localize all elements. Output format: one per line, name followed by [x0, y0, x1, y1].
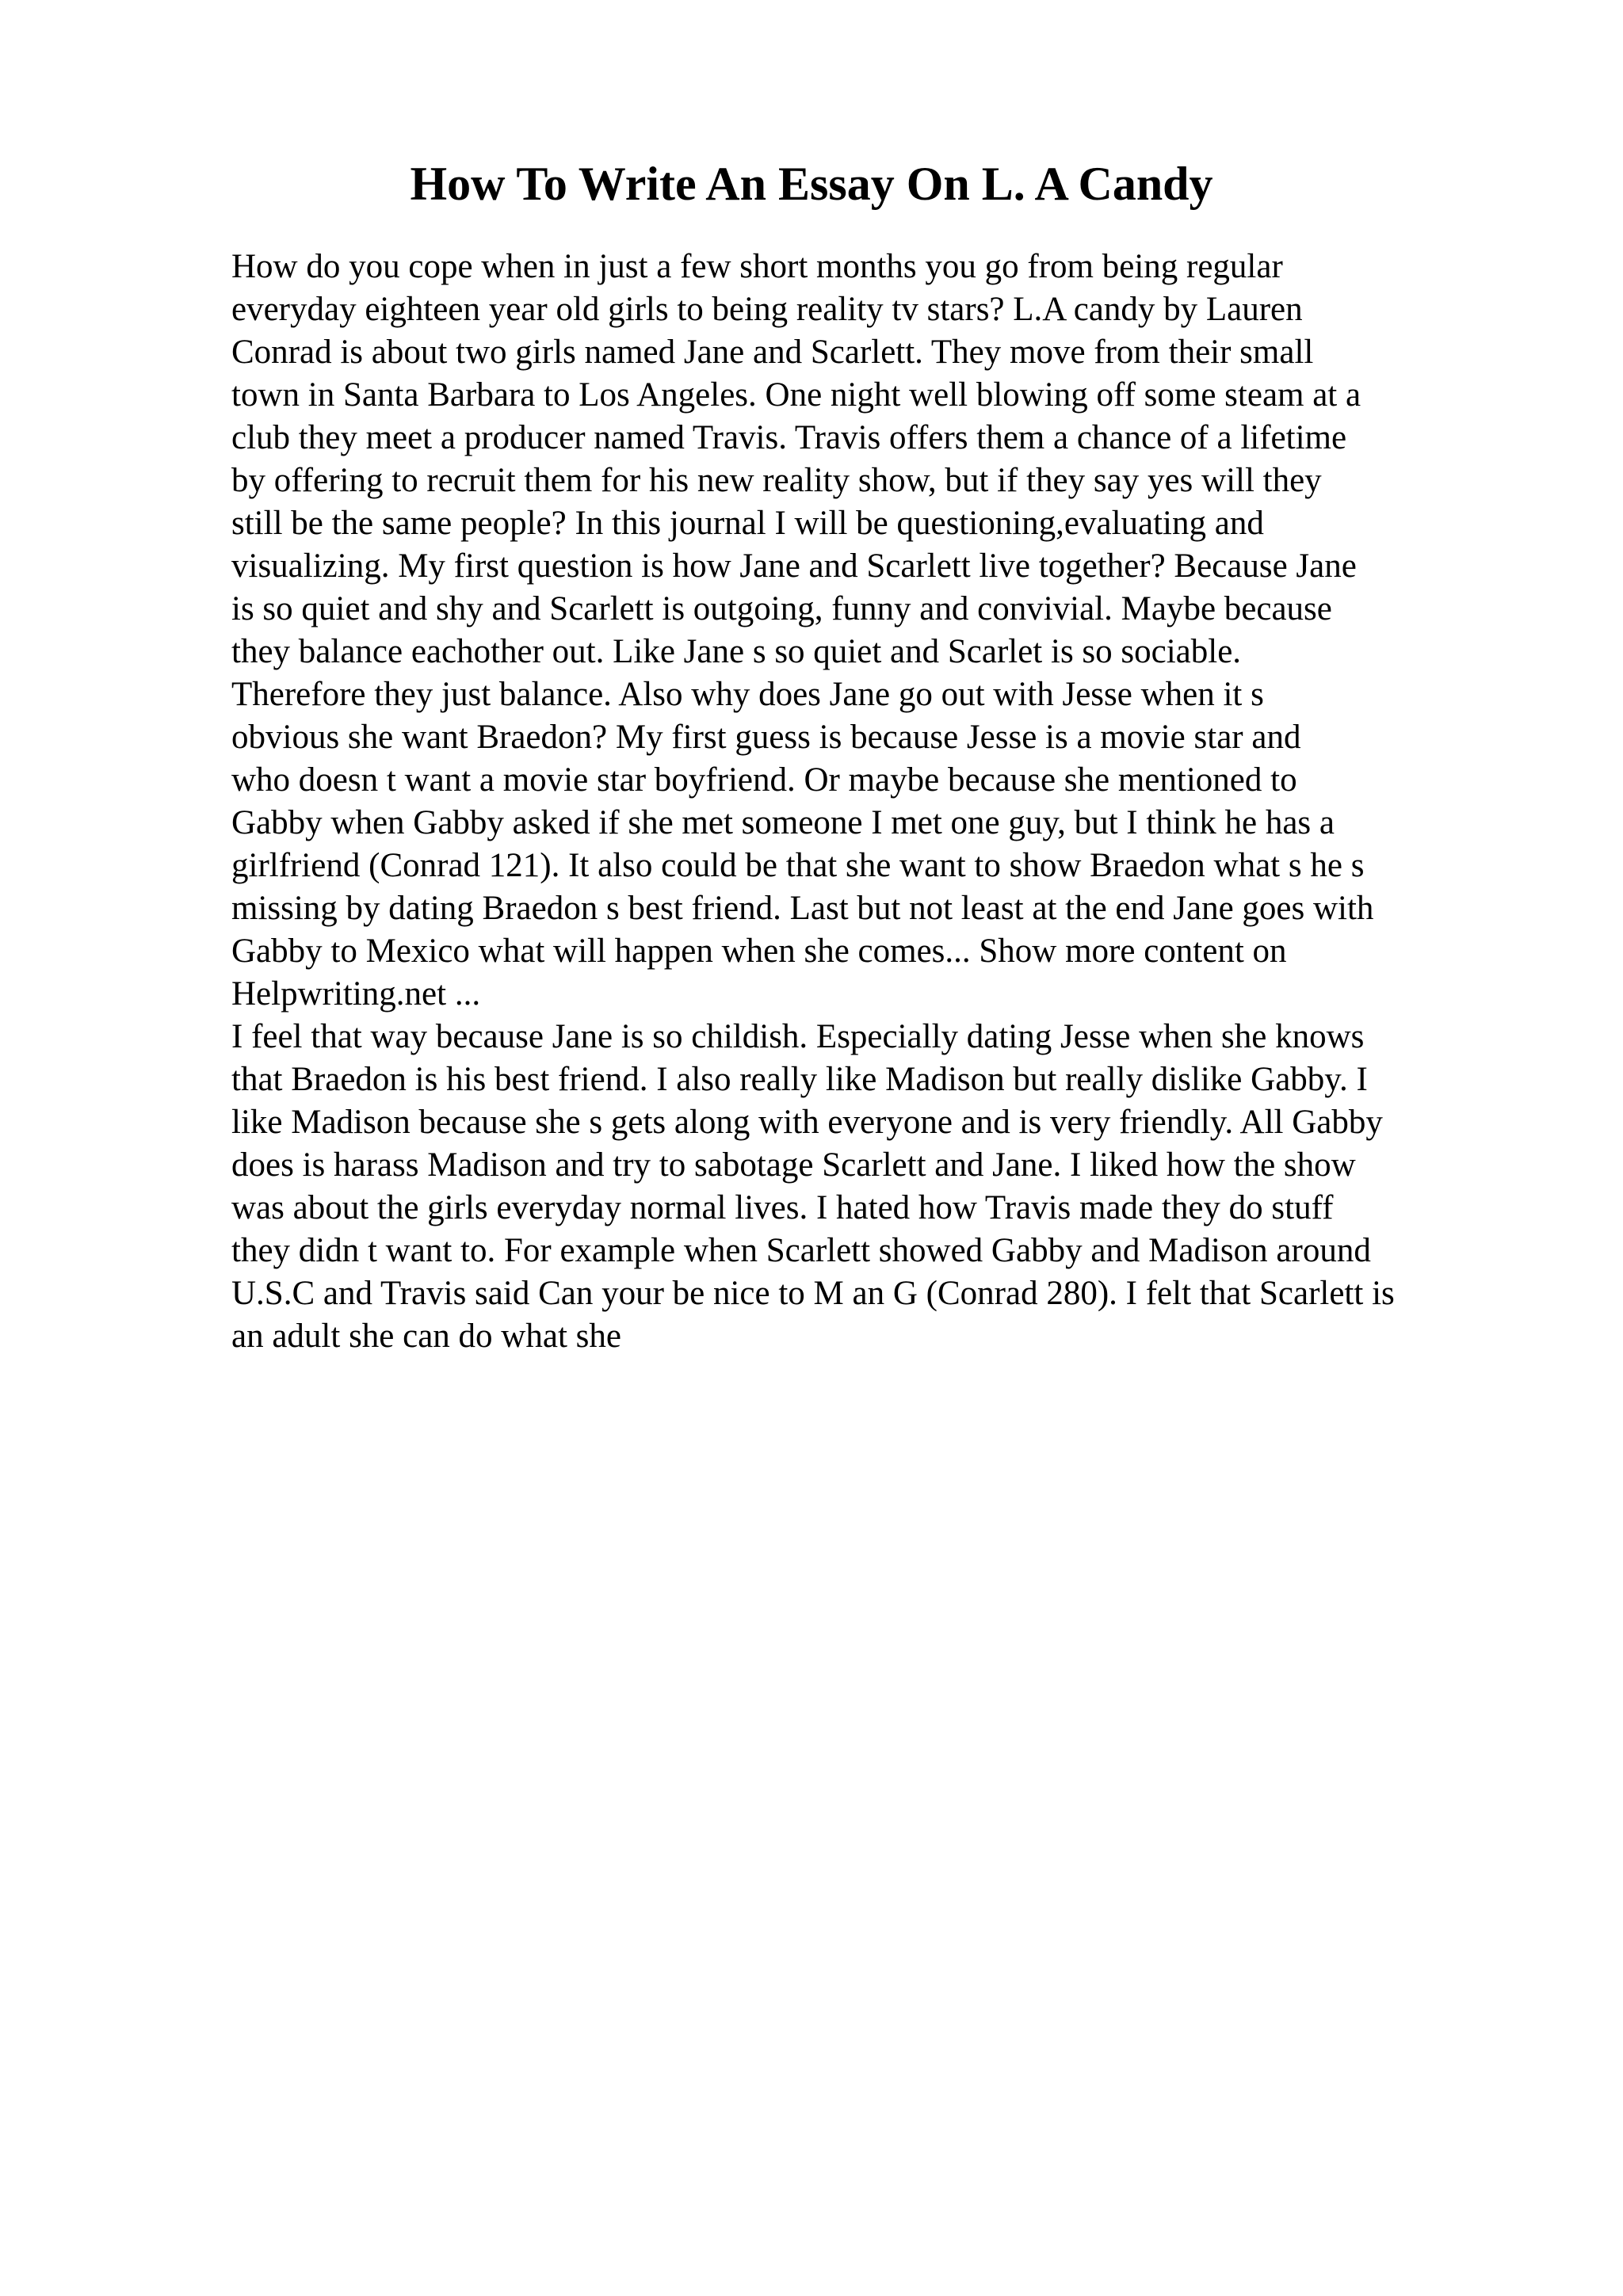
body-line: that Braedon is his best friend. I also really like Madison but really dislike Gabby. I: [231, 1061, 1368, 1098]
body-line: How do you cope when in just a few short months you go from being regular: [231, 248, 1283, 285]
body-line: I feel that way because Jane is so childish. Especially dating Jesse when she knows: [231, 1018, 1365, 1055]
body-line: Helpwriting.net ...: [231, 975, 481, 1013]
body-line: an adult she can do what she: [231, 1318, 621, 1355]
document-title: How To Write An Essay On L. A Candy: [410, 158, 1213, 210]
body-line: town in Santa Barbara to Los Angeles. One night well blowing off some steam at a: [231, 376, 1361, 414]
body-line: girlfriend (Conrad 121). It also could be that she want to show Braedon what s he s: [231, 847, 1365, 884]
body-line: Gabby when Gabby asked if she met someone I met one guy, but I think he has a: [231, 804, 1335, 841]
body-line: visualizing. My first question is how Jane and Scarlett live together? Because Jane: [231, 547, 1357, 585]
body-line: missing by dating Braedon s best friend. Last but not least at the end Jane goes with: [231, 890, 1374, 927]
body-line: is so quiet and shy and Scarlett is outgoing, funny and convivial. Maybe because: [231, 590, 1332, 627]
document-body: [231, 246, 1515, 1358]
body-line: who doesn t want a movie star boyfriend. Or maybe because she mentioned to: [231, 761, 1297, 799]
body-line: was about the girls everyday normal lives. I hated how Travis made they do stuff: [231, 1189, 1334, 1226]
body-line: Conrad is about two girls named Jane and Scarlett. They move from their small: [231, 334, 1314, 371]
body-line: obvious she want Braedon? My first guess is because Jesse is a movie star and: [231, 719, 1301, 756]
body-line: does is harass Madison and try to sabotage Scarlett and Jane. I liked how the show: [231, 1146, 1356, 1184]
body-line: Gabby to Mexico what will happen when she comes... Show more content on: [231, 933, 1287, 970]
body-line: Therefore they just balance. Also why does Jane go out with Jesse when it s: [231, 676, 1264, 713]
body-line: club they meet a producer named Travis. Travis offers them a chance of a lifetime: [231, 419, 1347, 456]
body-line: like Madison because she s gets along with everyone and is very friendly. All Gabby: [231, 1104, 1383, 1141]
body-line: everyday eighteen year old girls to being reality tv stars? L.A candy by Lauren: [231, 291, 1303, 328]
body-line: they didn t want to. For example when Scarlett showed Gabby and Madison around: [231, 1232, 1371, 1269]
body-line: by offering to recruit them for his new reality show, but if they say yes will they: [231, 462, 1322, 499]
body-line: U.S.C and Travis said Can your be nice to M an G (Conrad 280). I felt that Scarlett is: [231, 1275, 1395, 1312]
body-line: still be the same people? In this journal I will be questioning,evaluating and: [231, 505, 1264, 542]
body-line: they balance eachother out. Like Jane s so quiet and Scarlet is so sociable.: [231, 633, 1242, 670]
